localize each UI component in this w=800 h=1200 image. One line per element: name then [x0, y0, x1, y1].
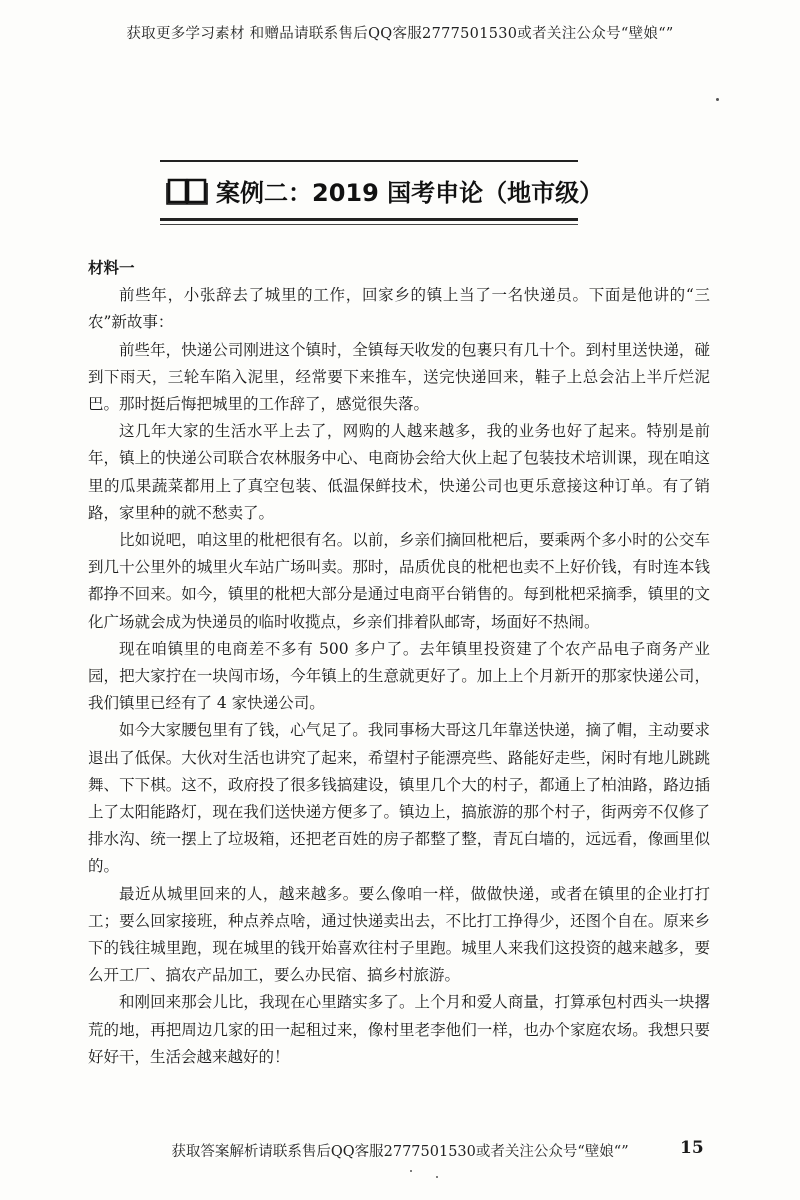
material-content: [88, 255, 710, 1071]
paragraph: 这几年大家的生活水平上去了，网购的人越来越多，我的业务也好了起来。特别是前年，镇上的快递公司联合农林服务中心、电商协会给大伙上起了包装技术培训课，现在咱这里的瓜果蔬菜都用上了真空包装、低温保鲜技术，快递公司也更乐意接这种订单。有了销路，家里种的就不愁卖了。: [88, 422, 710, 522]
paragraph: 前些年，快递公司刚进这个镇时，全镇每天收发的包裹只有几十个。到村里送快递，碰到下雨天，三轮车陷入泥里，经常要下来推车，送完快递回来，鞋子上总会沾上半斤烂泥巴。那时挺后悔把城里的工作辞了，感觉很失落。: [88, 340, 710, 414]
paragraph: 最近从城里回来的人，越来越多。要么像咱一样，做做快递，或者在镇里的企业打打工；要么回家接班，种点养点啥，通过快递卖出去，不比打工挣得少，还图个自在。原来乡下的钱往城里跑，现在城里的钱开始喜欢往村子里跑。城里人来我们这投资的越来越多，要么开工厂、搞农产品加工，要么办民宿、搞乡村旅游。: [88, 884, 710, 985]
paragraph: 如今大家腰包里有了钱，心气足了。我同事杨大哥这几年靠送快递，摘了帽，主动要求退出了低保。大伙对生活也讲究了起来，希望村子能漂亮些、路能好走些，闲时有地儿跳跳舞、下下棋。这不，政府投了很多钱搞建设，镇里几个大的村子，都通上了柏油路，路边插上了太阳能路灯，现在我们送快递方便多了。镇边上，搞旅游的那个村子，街两旁不仅修了排水沟、统一摆上了垃圾箱，还把老百姓的房子都整了整，青瓦白墙的，远远看，像画里似的。: [88, 721, 710, 876]
scan-speck: [410, 1170, 412, 1172]
scan-speck: [716, 98, 719, 101]
case-title: 案例二：2019 国考申论（地市级）: [216, 179, 604, 207]
scan-speck: [436, 1176, 438, 1178]
paragraph: 比如说吧，咱这里的枇杷很有名。以前，乡亲们摘回枇杷后，要乘两个多小时的公交车到几十公里外的城里火车站广场叫卖。那时，品质优良的枇杷也卖不上好价钱，有时连本钱都挣不回来。如今，镇里的枇杷大部分是通过电商平台销售的。每到枇杷采摘季，镇里的文化广场就会成为快递员的临时收揽点，乡亲们排着队邮寄，场面好不热闹。: [88, 531, 710, 631]
header-note: 获取更多学习素材 和赠品请联系售后QQ客服2777501530或者关注公众号“壁娘“”: [126, 26, 674, 42]
page-number: 15: [680, 1138, 704, 1158]
open-book-icon: [166, 175, 208, 205]
footer-note: 获取答案解析请联系售后QQ客服2777501530或者关注公众号“壁娘“”: [171, 1144, 629, 1160]
case-title-banner: [160, 160, 604, 221]
paragraph: 和刚回来那会儿比，我现在心里踏实多了。上个月和爱人商量，打算承包村西头一块撂荒的地，再把周边几家的田一起租过来，像村里老李他们一样，也办个家庭农场。我想只要好好干，生活会越来越好的！: [88, 993, 710, 1066]
material-label: 材料一: [88, 259, 135, 277]
paragraph: 现在咱镇里的电商差不多有 500 多户了。去年镇里投资建了个农产品电子商务产业园，把大家拧在一块闯市场，今年镇上的生意就更好了。加上上个月新开的那家快递公司，我们镇里已经有了 4 家快递公司。: [88, 639, 710, 713]
paragraph: 前些年，小张辞去了城里的工作，回家乡的镇上当了一名快递员。下面是他讲的“三农”新故事：: [88, 286, 710, 332]
